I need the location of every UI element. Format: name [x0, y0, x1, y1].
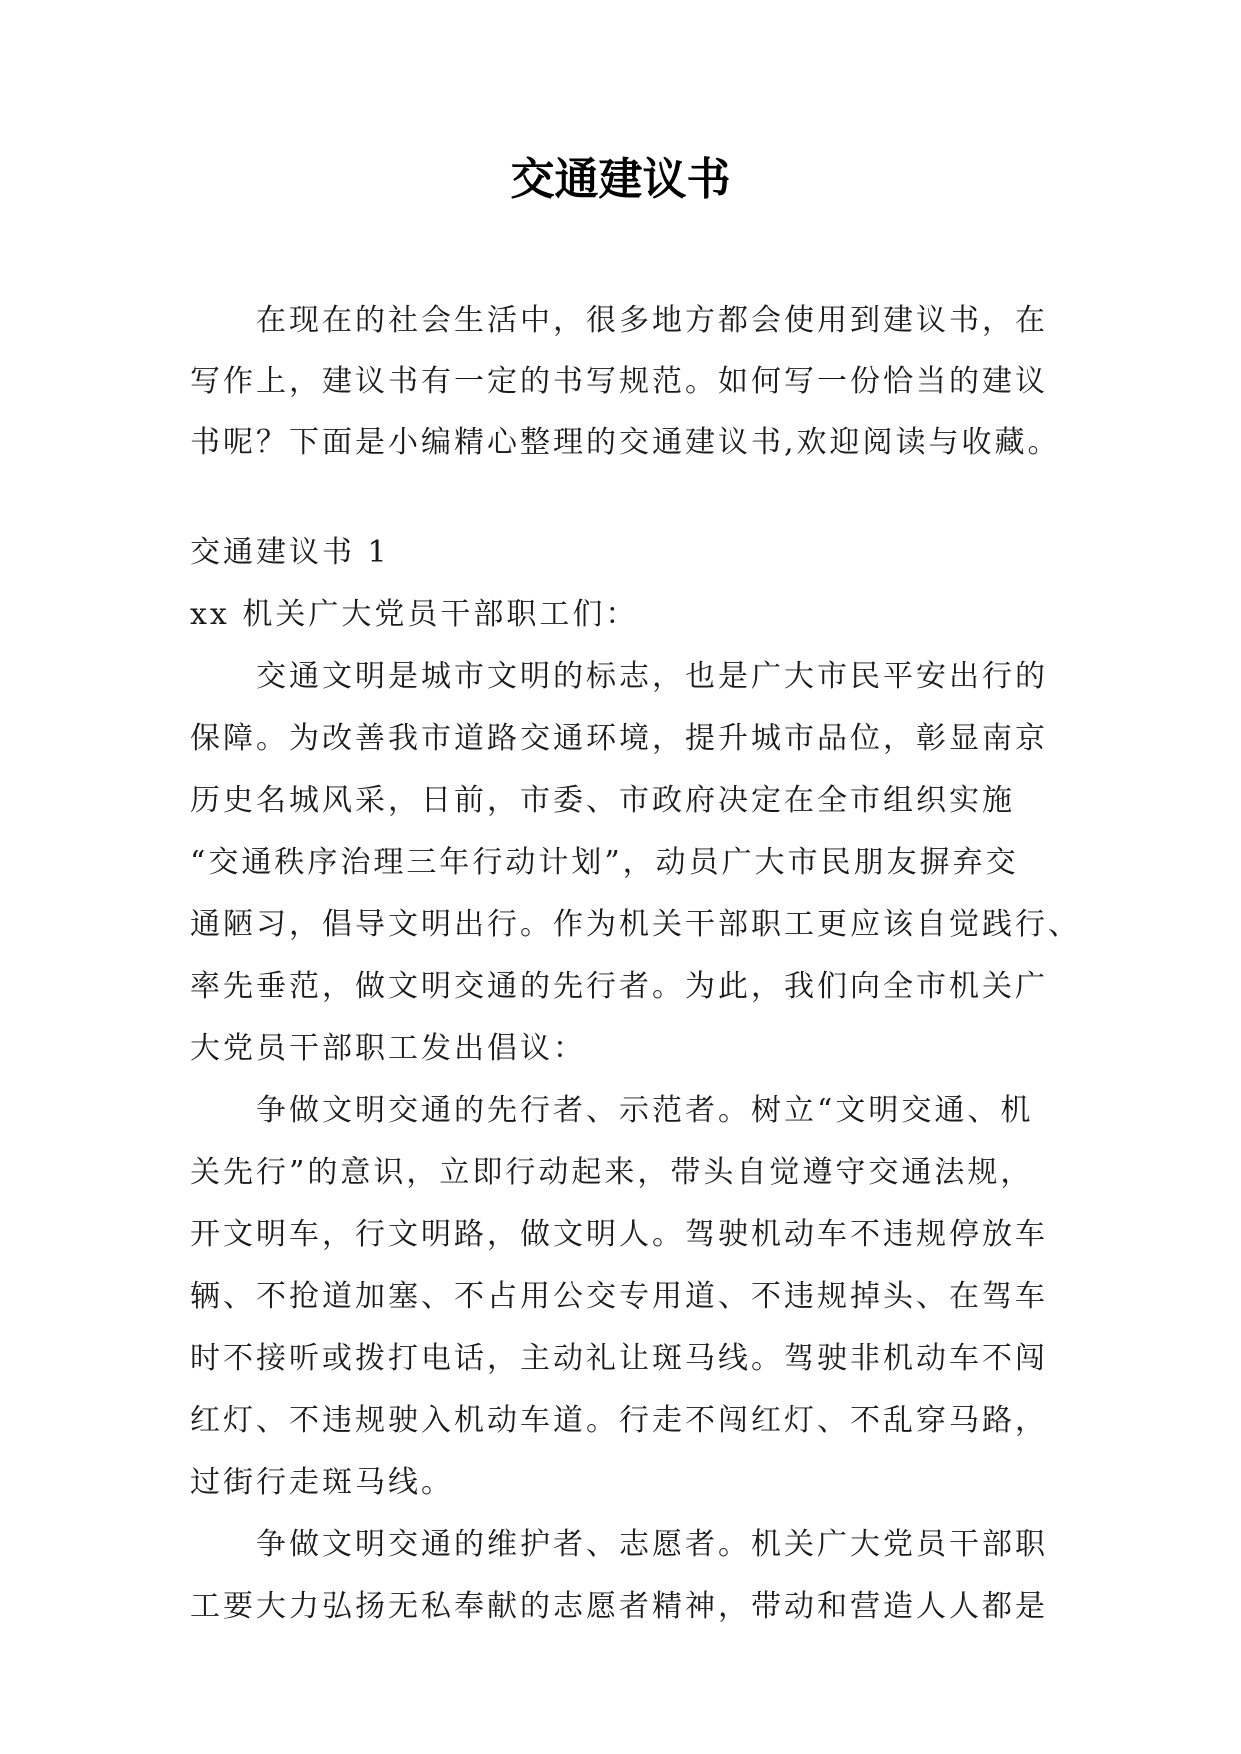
document-title: 交通建议书 — [510, 154, 731, 205]
intro-line: 在现在的社会生活中，很多地方都会使用到建议书，在 — [256, 303, 1048, 338]
paragraph-3 — [190, 1514, 1050, 1638]
paragraph-line: 争做文明交通的先行者、示范者。树立“文明交通、机 — [256, 1093, 1034, 1128]
paragraph-line: 辆、不抢道加塞、不占用公交专用道、不违规掉头、在驾车 — [190, 1279, 1048, 1314]
paragraph-2 — [190, 1080, 1050, 1514]
letter-body — [190, 522, 1081, 1638]
paragraph-line: “交通秩序治理三年行动计划”，动员广大市民朋友摒弃交 — [190, 845, 1019, 880]
section-heading: 交通建议书 1 — [190, 535, 390, 570]
intro-line: 书呢？下面是小编精心整理的交通建议书,欢迎阅读与收藏。 — [190, 425, 1061, 460]
paragraph-line: 开文明车，行文明路，做文明人。驾驶机动车不违规停放车 — [190, 1217, 1048, 1252]
paragraph-line: 通陋习，倡导文明出行。作为机关干部职工更应该自觉践行、 — [190, 907, 1081, 942]
intro-paragraph — [190, 290, 1061, 473]
paragraph-line: 大党员干部职工发出倡议： — [190, 1031, 586, 1066]
paragraph-1 — [190, 646, 1081, 1080]
paragraph-line: 关先行”的意识，立即行动起来，带头自觉遵守交通法规， — [190, 1155, 1034, 1190]
paragraph-line: 交通文明是城市文明的标志，也是广大市民平安出行的 — [256, 659, 1048, 694]
paragraph-line: 时不接听或拨打电话，主动礼让斑马线。驾驶非机动车不闯 — [190, 1341, 1048, 1376]
intro-line: 写作上，建议书有一定的书写规范。如何写一份恰当的建议 — [190, 364, 1048, 399]
paragraph-line: 率先垂范，做文明交通的先行者。为此，我们向全市机关广 — [190, 969, 1048, 1004]
paragraph-line: 红灯、不违规驶入机动车道。行走不闯红灯、不乱穿马路， — [190, 1403, 1048, 1438]
salutation: xx 机关广大党员干部职工们： — [190, 597, 639, 632]
paragraph-line: 保障。为改善我市道路交通环境，提升城市品位，彰显南京 — [190, 721, 1048, 756]
paragraph-line: 历史名城风采，日前，市委、市政府决定在全市组织实施 — [190, 783, 1015, 818]
paragraph-line: 争做文明交通的维护者、志愿者。机关广大党员干部职 — [256, 1527, 1048, 1562]
paragraph-line: 过街行走斑马线。 — [190, 1465, 454, 1500]
paragraph-line: 工要大力弘扬无私奉献的志愿者精神，带动和营造人人都是 — [190, 1589, 1048, 1624]
